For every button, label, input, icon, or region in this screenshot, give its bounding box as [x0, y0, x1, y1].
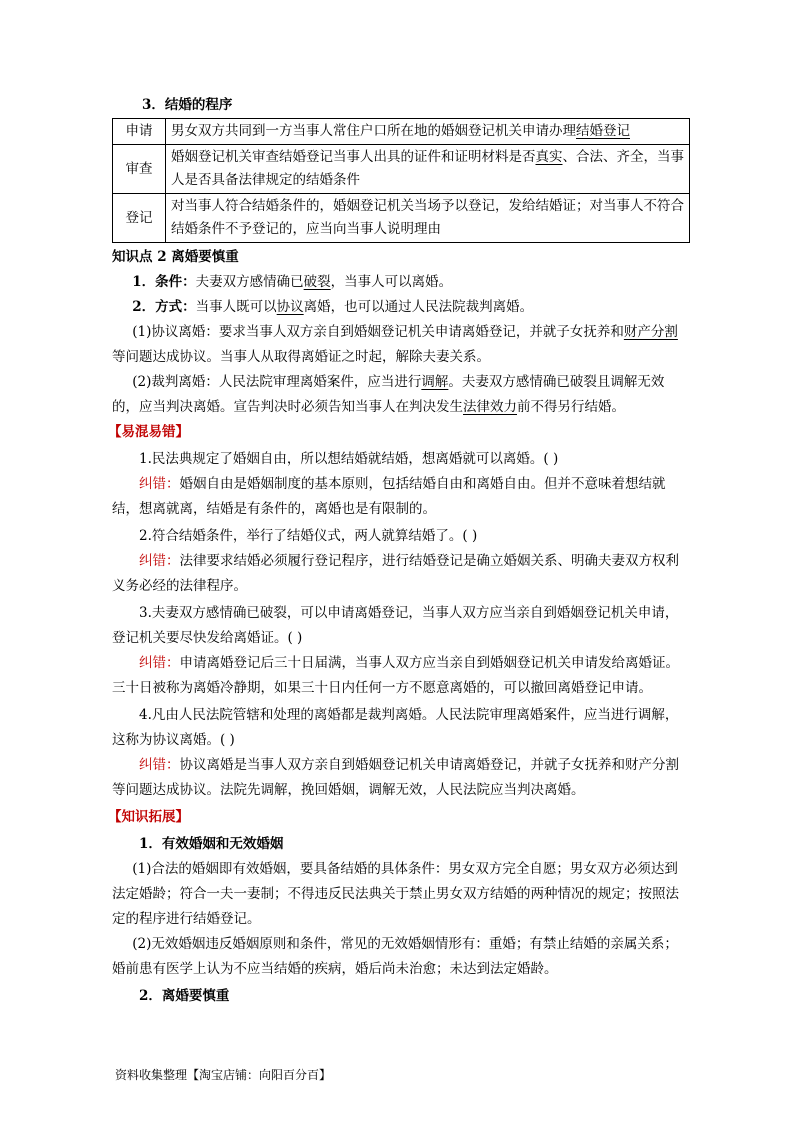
- question-3: 3.夫妻双方感情确已破裂，可以申请离婚登记，当事人双方应当亲自到婚姻登记机关申请，登记机关要尽快发给离婚证。( ): [112, 605, 679, 646]
- marriage-procedure-table: [112, 118, 690, 243]
- judicial-divorce-paragraph: (2)裁判离婚：人民法院审理离婚案件，应当进行调解。夫妻双方感情确已破裂且调解无效的，应当判决离婚。宣告判决时必须告知当事人在判决发生法律效力前不得另行结婚。: [112, 374, 665, 415]
- table-row: [113, 145, 690, 194]
- subheading-divorce: 2．离婚要慎重: [139, 988, 230, 1004]
- valid-marriage-paragraph: (1)合法的婚姻即有效婚姻，要具备结婚的具体条件：男女双方完全自愿；男女双方必须达到法定婚龄；符合一夫一妻制；不得违反民法典关于禁止男女双方结婚的两种情况的规定；按照法定的程序进行结婚登记。: [112, 861, 679, 927]
- confusable-section-title: 【易混易错】: [108, 424, 189, 440]
- extension-section-title: 【知识拓展】: [108, 809, 189, 825]
- correction-3: 纠错：申请离婚登记后三十日届满，当事人双方应当亲自到婚姻登记机关申请发给离婚证。三十日被称为离婚冷静期，如果三十日内任何一方不愿意离婚的，可以撤回离婚登记申请。: [112, 655, 679, 696]
- invalid-marriage-paragraph: (2)无效婚姻违反婚姻原则和条件，常见的无效婚姻情形有：重婚；有禁止结婚的亲属关系；婚前患有医学上认为不应当结婚的疾病，婚后尚未治愈；未达到法定婚龄。: [112, 936, 678, 977]
- correction-1: 纠错：婚姻自由是婚姻制度的基本原则，包括结婚自由和离婚自由。但并不意味着想结就结，想离就离，结婚是有条件的，离婚也是有限制的。: [112, 476, 666, 517]
- correction-2: 纠错：法律要求结婚必须履行登记程序，进行结婚登记是确立婚姻关系、明确夫妻双方权利义务必经的法律程序。: [112, 553, 679, 594]
- row-text: 婚姻登记机关审查结婚登记当事人出具的证件和证明材料是否真实、合法、齐全，当事人是否具备法律规定的结婚条件: [166, 145, 690, 194]
- table-row: [113, 119, 690, 145]
- row-key: 审查: [113, 145, 166, 194]
- row-text: 对当事人符合结婚条件的，婚姻登记机关当场予以登记，发给结婚证；对当事人不符合结婚条件不予登记的，应当向当事人说明理由: [166, 194, 690, 243]
- condition-line: 1．条件：夫妻双方感情确已破裂，当事人可以离婚。: [132, 274, 453, 290]
- method-line: 2．方式：当事人既可以协议离婚，也可以通过人民法院裁判离婚。: [132, 299, 534, 315]
- table-row: [113, 194, 690, 243]
- correction-4: 纠错：协议离婚是当事人双方亲自到婚姻登记机关申请离婚登记，并就子女抚养和财产分割等问题达成协议。法院先调解，挽回婚姻，调解无效，人民法院应当判决离婚。: [112, 757, 679, 798]
- knowledge-point-title: 知识点 2 离婚要慎重: [112, 249, 239, 265]
- subheading-valid-invalid: 1．有效婚姻和无效婚姻: [139, 836, 284, 852]
- question-2: 2.符合结婚条件，举行了结婚仪式，两人就算结婚了。( ): [139, 528, 478, 544]
- content: [108, 92, 690, 1009]
- row-key: 登记: [113, 194, 166, 243]
- section-heading: 3．结婚的程序: [142, 97, 233, 113]
- question-1: 1.民法典规定了婚姻自由，所以想结婚就结婚，想离婚就可以离婚。( ): [139, 451, 559, 467]
- agreement-divorce-paragraph: (1)协议离婚：要求当事人双方亲自到婚姻登记机关申请离婚登记，并就子女抚养和财产分割等问题达成协议。当事人从取得离婚证之时起，解除夫妻关系。: [112, 324, 678, 365]
- footer-source: 资料收集整理【淘宝店铺：向阳百分百】: [115, 1068, 332, 1082]
- question-4: 4.凡由人民法院管辖和处理的离婚都是裁判离婚。人民法院审理离婚案件，应当进行调解，这称为协议离婚。( ): [112, 707, 679, 748]
- row-text: 男女双方共同到一方当事人常住户口所在地的婚姻登记机关申请办理结婚登记: [166, 119, 690, 145]
- row-key: 申请: [113, 119, 166, 145]
